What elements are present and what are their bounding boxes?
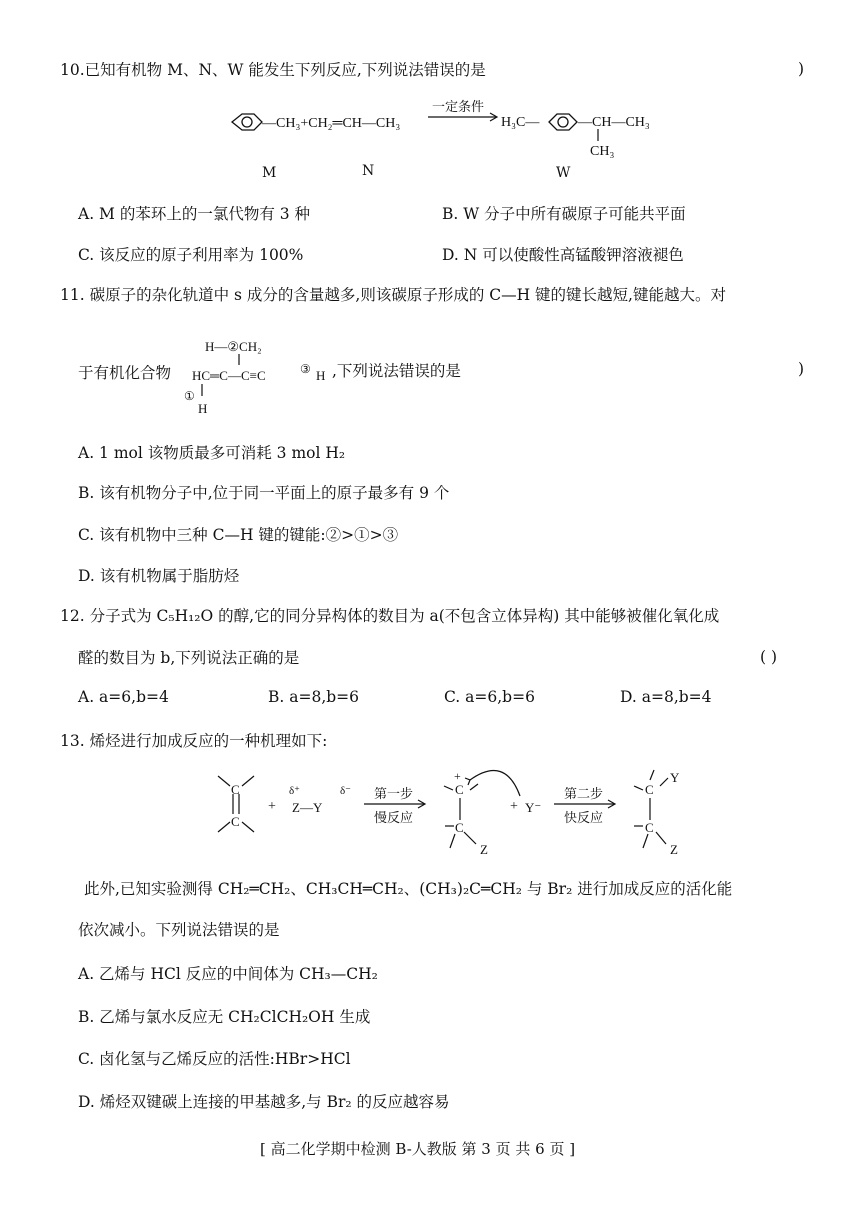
q10-condition: 一定条件 bbox=[432, 99, 485, 114]
benzene-ring-m bbox=[232, 114, 262, 130]
svg-text:Y: Y bbox=[670, 770, 680, 785]
q13-option-c: C. 卤化氢与乙烯反应的活性:HBr>HCl bbox=[78, 1050, 351, 1068]
q11-paren: ) bbox=[798, 360, 805, 378]
q10-option-b: B. W 分子中所有碳原子可能共平面 bbox=[442, 205, 686, 223]
q11-stem2b: ,下列说法错误的是 bbox=[332, 362, 461, 380]
q10-product-left: H₃C— bbox=[501, 115, 540, 130]
q10-label-m: M bbox=[262, 165, 277, 181]
q11-struct-bottom: H bbox=[198, 401, 208, 416]
svg-text:+: + bbox=[454, 769, 461, 783]
q10-label-n: N bbox=[362, 163, 375, 179]
q11-stem: 11. 碳原子的杂化轨道中 s 成分的含量越多,则该碳原子形成的 C—H 键的键长越短,键能越大。对 bbox=[60, 286, 726, 304]
q10-reaction-scheme bbox=[0, 95, 867, 195]
q11-option-c: C. 该有机物中三种 C—H 键的键能:②>①>③ bbox=[78, 526, 399, 544]
q13-para1: 此外,已知实验测得 CH₂═CH₂、CH₃CH═CH₂、(CH₃)₂C═CH₂ 与 Br₂ 进行加成反应的活化能 bbox=[84, 880, 733, 898]
q10-lhs-suffix: —CH₃+CH₂═CH—CH₃ bbox=[262, 116, 401, 131]
q13-option-b: B. 乙烯与氯水反应无 CH₂ClCH₂OH 生成 bbox=[78, 1008, 371, 1026]
reagent-zy: Z—Y bbox=[292, 800, 323, 815]
q13-option-a: A. 乙烯与 HCl 反应的中间体为 CH₃—CH₂ bbox=[78, 965, 378, 983]
delta-plus: δ⁺ bbox=[289, 785, 300, 797]
q11-mark3: ③ bbox=[300, 362, 311, 376]
svg-text:+: + bbox=[510, 799, 518, 814]
q11-struct-top: H—②CH₂ bbox=[205, 339, 262, 354]
q11-option-b: B. 该有机物分子中,位于同一平面上的原子最多有 9 个 bbox=[78, 484, 450, 502]
q10-paren: ) bbox=[798, 60, 805, 78]
q10-option-c: C. 该反应的原子利用率为 100% bbox=[78, 246, 304, 264]
step1-top: 第一步 bbox=[374, 786, 414, 801]
q10-stem: 10.已知有机物 M、N、W 能发生下列反应,下列说法错误的是 bbox=[60, 61, 486, 79]
delta-minus: δ⁻ bbox=[340, 785, 351, 797]
svg-text:C: C bbox=[231, 814, 240, 829]
q10-product-branch: CH₃ bbox=[590, 144, 615, 159]
q12-paren: ( ) bbox=[760, 648, 778, 666]
q12-option-a: A. a=6,b=4 bbox=[78, 688, 169, 706]
q12-stem-a: 12. 分子式为 C₅H₁₂O 的醇,它的同分异构体的数目为 a(不包含立体异构) 其中能够被催化氧化成 bbox=[60, 607, 720, 625]
q10-label-w: W bbox=[556, 165, 571, 181]
q13-stem: 13. 烯烃进行加成反应的一种机理如下: bbox=[60, 732, 328, 750]
q11-struct-main: HC═C—C≡C bbox=[192, 368, 266, 383]
q10-option-d: D. N 可以使酸性高锰酸钾溶液褪色 bbox=[442, 246, 684, 264]
q10-option-a: A. M 的苯环上的一氯代物有 3 种 bbox=[78, 205, 311, 223]
q11-struct-h: H bbox=[316, 368, 326, 383]
q10-product-right: —CH—CH₃ bbox=[578, 115, 650, 130]
svg-text:C: C bbox=[645, 820, 654, 835]
svg-text:C: C bbox=[231, 782, 240, 797]
q13-para2: 依次减小。下列说法错误的是 bbox=[78, 921, 280, 939]
q11-option-d: D. 该有机物属于脂肪烃 bbox=[78, 567, 240, 585]
q11-option-a: A. 1 mol 该物质最多可消耗 3 mol H₂ bbox=[78, 444, 346, 462]
svg-text:C: C bbox=[455, 820, 464, 835]
q12-option-c: C. a=6,b=6 bbox=[444, 688, 535, 706]
svg-text:+: + bbox=[268, 799, 276, 814]
ion-y: Y⁻ bbox=[525, 800, 542, 815]
q12-option-d: D. a=8,b=4 bbox=[620, 688, 712, 706]
benzene-ring-w bbox=[549, 114, 577, 130]
q12-stem-b: 醛的数目为 b,下列说法正确的是 bbox=[78, 649, 300, 667]
q11-stem2: 于有机化合物 bbox=[78, 364, 172, 382]
page-footer: [ 高二化学期中检测 B-人教版 第 3 页 共 6 页 ] bbox=[260, 1140, 576, 1158]
q12-option-b: B. a=8,b=6 bbox=[268, 688, 360, 706]
svg-text:Z: Z bbox=[670, 842, 678, 857]
step2-top: 第二步 bbox=[564, 786, 604, 801]
svg-text:Z: Z bbox=[480, 842, 488, 857]
svg-text:C: C bbox=[455, 782, 464, 797]
step2-bottom: 快反应 bbox=[564, 810, 604, 825]
q11-mark1: ① bbox=[184, 389, 195, 403]
q13-mechanism bbox=[0, 760, 867, 870]
step1-bottom: 慢反应 bbox=[374, 810, 414, 825]
q13-option-d: D. 烯烃双键碳上连接的甲基越多,与 Br₂ 的反应越容易 bbox=[78, 1093, 450, 1111]
svg-text:C: C bbox=[645, 782, 654, 797]
